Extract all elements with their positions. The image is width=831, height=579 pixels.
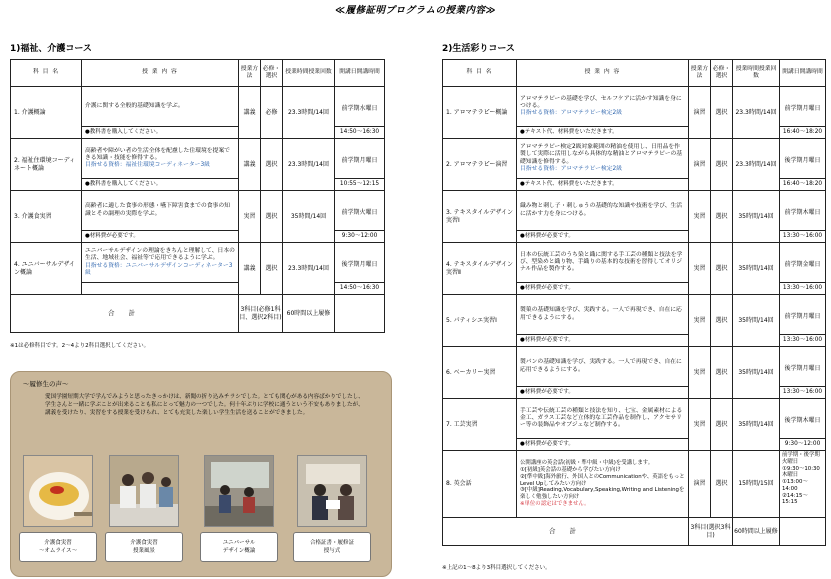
- english-method: 演習: [689, 451, 711, 518]
- teaching-method: 実習: [689, 191, 711, 243]
- course-row: [443, 139, 826, 179]
- class-hours: 35時間/14回: [283, 191, 335, 243]
- course-description: 製パンの基礎知識を学び、実践する。一人で再現でき、自在に応用できるようにする。: [517, 347, 689, 387]
- total-count: 3科目(必修1科目、選択2科目): [239, 295, 283, 333]
- header-hours: 授業時間授業回数: [733, 60, 780, 87]
- total-label: 合 計: [443, 518, 689, 546]
- header-content: 授 業 内 容: [517, 60, 689, 87]
- class-day: 前学期火曜日: [335, 191, 385, 231]
- header-subject: 科 目 名: [11, 60, 82, 87]
- teaching-method: 実習: [689, 243, 711, 295]
- course-row: [11, 191, 385, 231]
- teaching-method: 実習: [689, 399, 711, 451]
- header-method: 授業方法: [239, 60, 261, 87]
- course-row: [443, 347, 826, 387]
- english-description: 公開講座の英会話(初級・準中級・中級)を受講します。 ①[初級]英会話の基礎から学びたい方向け ②[準中級]海外旅行、外国人とのCommunicationや、英語をもっとLevel Upしてみたい方向け ③[中級]Reading,Vocabulary,Speaking,Writing and Listeningを楽しく勉強したい方向け ※単位の認定はできません。: [517, 451, 689, 518]
- voice-text: 愛国学園短期大学で学んでみようと思ったきっかけは、新聞の折り込みチラシでした。とても関心がある内容ばかりでしたし、学生さんと一緒に学ぶことが出来ることも私にとって魅力の一つでした。何十年ぶりに学校に通うという不安もありましたが、講義を受けたり、実習をする授業を受けられ、とても充実した楽しい学生生活を送ることができました。: [45, 394, 364, 416]
- required-elective: 選択: [711, 87, 733, 139]
- teaching-method: 実習: [689, 347, 711, 399]
- caption-certificate: 合格証書・履修証 授与式: [293, 532, 371, 562]
- subject-name: 2. アロマテラピー演習: [443, 139, 517, 191]
- teaching-method: 講義: [239, 139, 261, 191]
- subject-name: 1. アロマテラピー概論: [443, 87, 517, 139]
- course-description: 高齢者に適した食事の形態・嚥下障害食までの食事の知識とその調理の実際を学ぶ。: [82, 191, 239, 231]
- total-row: [443, 518, 826, 546]
- required-elective: 選択: [711, 347, 733, 399]
- lifestyle-footnote: ※上記の1～8より3科目選択してください。: [442, 565, 551, 571]
- english-subject: 8. 英会話: [443, 451, 517, 518]
- course-row: [11, 243, 385, 283]
- class-time: 16:40～18:20: [780, 179, 826, 191]
- header-method: 授業方法: [689, 60, 711, 87]
- caption-omurice: 介護食実習 ～オムライス～: [19, 532, 97, 562]
- class-time: 16:40～18:20: [780, 127, 826, 139]
- class-day: 前学期月曜日: [335, 139, 385, 179]
- subject-name: 6. ベーカリー実習: [443, 347, 517, 399]
- student-voice-panel: [10, 371, 392, 577]
- certificate-ceremony-photo: [297, 455, 367, 527]
- header-period: 開講日開講時間: [780, 60, 826, 87]
- course-note: ●材料費が必要です。: [517, 231, 689, 243]
- required-elective: 選択: [711, 191, 733, 243]
- class-day: 前学期木曜日: [780, 191, 826, 231]
- lifestyle-course-table: [442, 59, 826, 546]
- course-note: ●材料費が必要です。: [517, 387, 689, 399]
- class-hours: 23.3時間/14回: [733, 87, 780, 139]
- header-required: 必修・選択: [261, 60, 283, 87]
- header-period: 開講日開講時間: [335, 60, 385, 87]
- class-hours: 35時間/14回: [733, 243, 780, 295]
- table-header-row: [11, 60, 385, 87]
- class-day: 前学期月曜日: [780, 295, 826, 335]
- course-row: [443, 243, 826, 283]
- class-day: 前学期金曜日: [780, 243, 826, 283]
- class-time: 13:30～16:00: [780, 283, 826, 295]
- class-time: 13:30～16:00: [780, 335, 826, 347]
- subject-name: 1. 介護概論: [11, 87, 82, 139]
- class-time: 13:30～16:00: [780, 231, 826, 243]
- teaching-method: 実習: [689, 295, 711, 347]
- class-time: 14:50～16:30: [335, 127, 385, 139]
- class-day: 後学期月曜日: [335, 243, 385, 283]
- subject-name: 3. 介護食実習: [11, 191, 82, 243]
- course-row: [443, 295, 826, 335]
- subject-name: 2. 福祉住環境コーディネート概論: [11, 139, 82, 191]
- class-hours: 35時間/14回: [733, 347, 780, 399]
- header-required: 必修・選択: [711, 60, 733, 87]
- course-note: ●材料費が必要です。: [82, 231, 239, 243]
- class-time: 14:50～16:30: [335, 283, 385, 295]
- caption-universal-design: ユニバーサル デザイン概論: [200, 532, 278, 562]
- required-elective: 選択: [711, 139, 733, 191]
- required-elective: 選択: [711, 295, 733, 347]
- qualification-text: 目指せる資格：福祉住環境コーディネーター3級: [85, 162, 210, 169]
- subject-name: 4. ユニバーサルデザイン概論: [11, 243, 82, 295]
- class-time: 9:30～12:00: [335, 231, 385, 243]
- qualification-text: 目指せる資格：アロマテラピー検定2級: [520, 165, 623, 172]
- class-hours: 23.3時間/14回: [283, 139, 335, 191]
- class-day: 後学期月曜日: [780, 347, 826, 387]
- course-description: 高齢者や障がい者の生活全体を配慮した住環境を提案できる知識・技能を修得する。 目指せる資格：福祉住環境コーディネーター3級: [82, 139, 239, 179]
- table-header-row: [443, 60, 826, 87]
- header-hours: 授業時間授業回数: [283, 60, 335, 87]
- required-elective: 選択: [261, 243, 283, 295]
- english-period: 前学期・後学期 火曜日 ①9:30～10:30 木曜日 ①13:00～14:00 ②14:15～15:15: [780, 451, 826, 518]
- universal-design-photo: [204, 455, 274, 527]
- course-note: ●材料費が必要です。: [517, 335, 689, 347]
- class-hours: 35時間/14回: [733, 295, 780, 347]
- course-note: [82, 283, 239, 295]
- required-elective: 選択: [261, 191, 283, 243]
- welfare-course-table: [10, 59, 385, 333]
- course-row: [11, 139, 385, 179]
- caption-cooking-class: 介護食実習 授業風景: [105, 532, 183, 562]
- course-note: ●材料費が必要です。: [517, 439, 689, 451]
- class-time: 13:30～16:00: [780, 387, 826, 399]
- course-description: 織み物と刺し子・刺しゅうの基礎的な知識や技術を学び、生活に活かす力を身につける。: [517, 191, 689, 231]
- voice-title: ～履修生の声～: [23, 380, 69, 388]
- class-time: 9:30～12:00: [780, 439, 826, 451]
- teaching-method: 演習: [689, 87, 711, 139]
- class-day: 後学期木曜日: [780, 399, 826, 439]
- course-description: 日本の伝統工芸のうち染と織に関する手工芸の種類と技法を学び、型染めと織り物、手織りの基本的な技術を習得してオリジナル作品を製作する。: [517, 243, 689, 283]
- teaching-method: 実習: [239, 191, 261, 243]
- course-description: 製菓の基礎知識を学び、実践する。一人で再現でき、自在に応用できるようにする。: [517, 295, 689, 335]
- class-hours: 35時間/14回: [733, 191, 780, 243]
- required-elective: 必修: [261, 87, 283, 139]
- teaching-method: 講義: [239, 243, 261, 295]
- class-hours: 23.3時間/14回: [733, 139, 780, 191]
- subject-name: 4. テキスタイルデザイン実習Ⅱ: [443, 243, 517, 295]
- total-row: [11, 295, 385, 333]
- course-note: ●教科書を購入してください。: [82, 127, 239, 139]
- course-description: ユニバーサルデザインの理論をきちんと理解して、日本の生活、地域社会、福祉等で応用できるように学ぶ。 目指せる資格：ユニバーサルデザインコーディネーター3級: [82, 243, 239, 283]
- course-note: ●材料費が必要です。: [517, 283, 689, 295]
- page-title: ≪履修証明プログラムの授業内容≫: [335, 5, 496, 16]
- course-note: ●テキスト代、材料費をいただきます。: [517, 179, 689, 191]
- class-time: 10:55～12:15: [335, 179, 385, 191]
- subject-name: 3. テキスタイルデザイン実習Ⅰ: [443, 191, 517, 243]
- course-row: [443, 191, 826, 231]
- course-note: ●テキスト代、材料費をいただきます。: [517, 127, 689, 139]
- teaching-method: 演習: [689, 139, 711, 191]
- course-description: 介護に関する全般的基礎知識を学ぶ。: [82, 87, 239, 127]
- teaching-method: 講義: [239, 87, 261, 139]
- course-row: [443, 399, 826, 439]
- cooking-class-photo: [109, 455, 179, 527]
- welfare-footnote: ※1は必修科目です。2～4より2科目選択してください。: [10, 343, 150, 349]
- required-elective: 選択: [711, 399, 733, 451]
- course-note: ●教科書を購入してください。: [82, 179, 239, 191]
- total-label: 合 計: [11, 295, 239, 333]
- english-hours: 15時間/15回: [733, 451, 780, 518]
- course-description: アロマテラピーの基礎を学び、セルフケアに活かす知識を身につける。 目指せる資格：アロマテラピー検定2級: [517, 87, 689, 127]
- class-day: 前学期水曜日: [335, 87, 385, 127]
- class-hours: 23.3時間/14回: [283, 87, 335, 139]
- header-content: 授 業 内 容: [82, 60, 239, 87]
- header-subject: 科 目 名: [443, 60, 517, 87]
- total-empty: [780, 518, 826, 546]
- english-required: 選択: [711, 451, 733, 518]
- lifestyle-course-heading: 2)生活彩りコース: [442, 44, 515, 54]
- class-day: 後学期月曜日: [780, 139, 826, 179]
- course-row: [11, 87, 385, 127]
- qualification-text: 目指せる資格：アロマテラピー検定2級: [520, 110, 623, 117]
- course-description: 手工芸や伝統工芸の種類と技法を知り、七宝、金属素材による金工、ガラス工芸など立体的な工芸作品を制作し、アクセサリー等の装飾品やオブジェなど制作する。: [517, 399, 689, 439]
- class-hours: 35時間/14回: [733, 399, 780, 451]
- total-hours: 60時間以上履修: [283, 295, 335, 333]
- english-row: [443, 451, 826, 518]
- welfare-course-heading: 1)福祉、介護コース: [10, 44, 92, 54]
- subject-name: 7. 工芸実習: [443, 399, 517, 451]
- class-hours: 23.3時間/14回: [283, 243, 335, 295]
- qualification-text: 目指せる資格：ユニバーサルデザインコーディネーター3級: [85, 262, 233, 276]
- required-elective: 選択: [711, 243, 733, 295]
- total-empty: [335, 295, 385, 333]
- subject-name: 5. パティシエ実習Ⅰ: [443, 295, 517, 347]
- course-row: [443, 87, 826, 127]
- required-elective: 選択: [261, 139, 283, 191]
- omurice-photo: [23, 455, 93, 527]
- total-hours: 60時間以上履修: [733, 518, 780, 546]
- class-day: 前学期月曜日: [780, 87, 826, 127]
- course-description: アロマテラピー検定2級対象範囲の精油を使用し、日用品を作製して実際に活用しながら具体的な精油とアロマテラピーの基礎知識を修得する。 目指せる資格：アロマテラピー検定2級: [517, 139, 689, 179]
- total-count: 3科目(選択3科目): [689, 518, 733, 546]
